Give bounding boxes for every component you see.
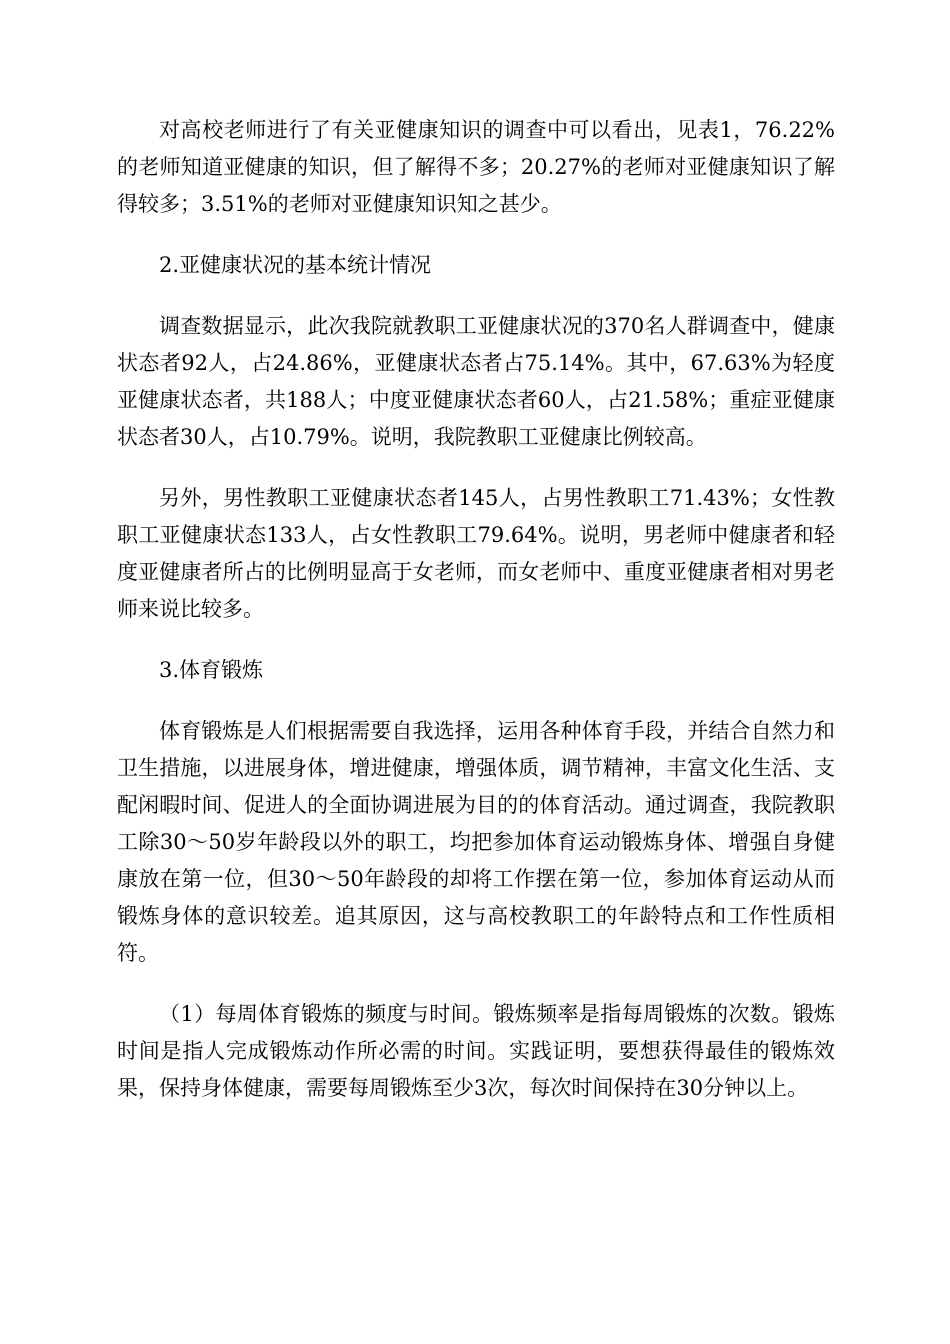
paragraph-knowledge-survey: 对高校老师进行了有关亚健康知识的调查中可以看出，见表1，76.22%的老师知道亚健康的知识，但了解得不多；20.27%的老师对亚健康知识了解得较多；3.51%的老师对亚健康知识知之甚少。	[117, 118, 835, 216]
paragraph-exercise-definition: 体育锻炼是人们根据需要自我选择，运用各种体育手段，并结合自然力和卫生措施，以进展身体，增进健康，增强体质，调节精神，丰富文化生活、支配闲暇时间、促进人的全面协调进展为目的的体育活动。通过调查，我院教职工除30～50岁年龄段以外的职工，均把参加体育运动锻炼身体、增强自身健康放在第一位，但30～50年龄段的却将工作摆在第一位，参加体育运动从而锻炼身体的意识较差。追其原因，这与高校教职工的年龄特点和工作性质相符。	[117, 719, 835, 965]
paragraph-survey-data: 调查数据显示，此次我院就教职工亚健康状况的370名人群调查中，健康状态者92人，占24.86%，亚健康状态者占75.14%。其中，67.63%为轻度亚健康状态者，共188人；中度亚健康状态者60人，占21.58%；重症亚健康状态者30人，占10.79%。说明，我院教职工亚健康比例较高。	[117, 314, 835, 449]
section-heading-exercise: 3.体育锻炼	[159, 658, 264, 682]
paragraph-exercise-frequency: （1）每周体育锻炼的频度与时间。锻炼频率是指每周锻炼的次数。锻炼时间是指人完成锻炼动作所必需的时间。实践证明，要想获得最佳的锻炼效果，保持身体健康，需要每周锻炼至少3次，每次时间保持在30分钟以上。	[117, 1002, 835, 1100]
paragraph-gender-comparison: 另外，男性教职工亚健康状态者145人，占男性教职工71.43%；女性教职工亚健康状态133人，占女性教职工79.64%。说明，男老师中健康者和轻度亚健康者所占的比例明显高于女老师，而女老师中、重度亚健康者相对男老师来说比较多。	[117, 486, 835, 621]
section-heading-health-status: 2.亚健康状况的基本统计情况	[159, 253, 432, 277]
document-body	[117, 112, 835, 1107]
